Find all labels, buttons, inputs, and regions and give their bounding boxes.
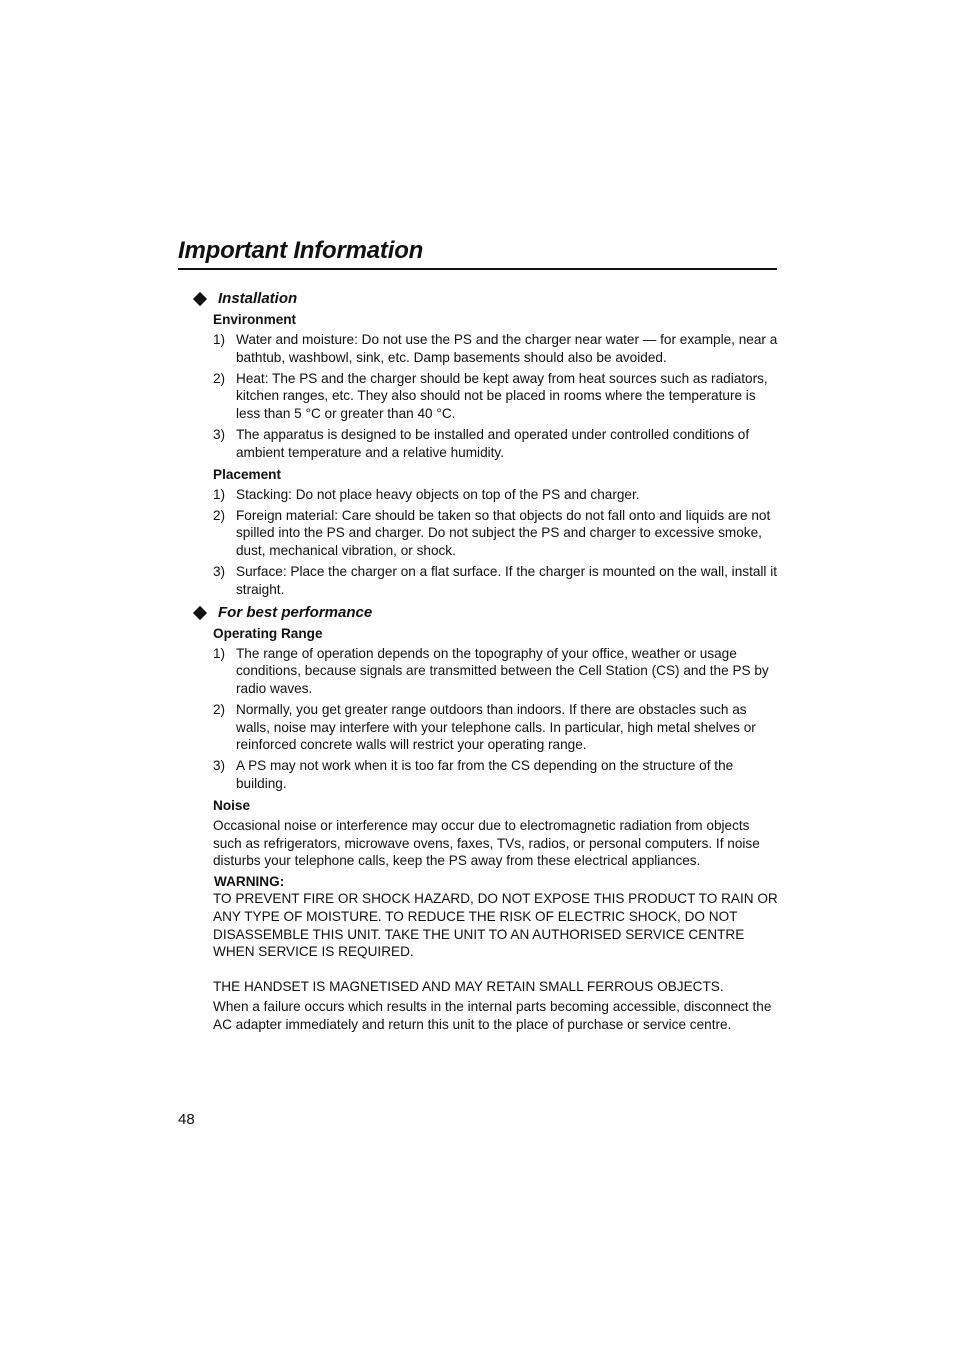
environment-heading: Environment [213,312,297,327]
list-item [213,370,778,423]
performance-heading [178,602,778,624]
list-item [213,757,778,792]
list-item-number: 1) [213,645,226,661]
page-content [178,288,778,1037]
list-item [213,701,778,754]
list-item-text: Water and moisture: Do not use the PS and the charger near water — for example, near a bathtub, washbowl, sink, etc. Damp basements should also be avoided. [236,332,778,365]
list-item-text: Heat: The PS and the charger should be kept away from heat sources such as radiators, kitchen ranges, etc. They also should not be placed in rooms where the temperature is less than 5 °C or greater than 40 °C. [236,370,768,421]
operating-range-list [178,645,778,793]
list-item-number: 3) [213,564,226,580]
diamond-bullet-icon [193,292,207,306]
installation-heading [178,288,778,310]
list-item-text: A PS may not work when it is too far from the CS depending on the structure of the building. [236,758,734,791]
magnet-notice: THE HANDSET IS MAGNETISED AND MAY RETAIN SMALL FERROUS OBJECTS. [213,978,724,994]
installation-heading-text: Installation [218,290,298,308]
environment-list [178,331,778,461]
list-item-number: 1) [213,486,226,502]
list-item-text: The apparatus is designed to be installed and operated under controlled conditions of ambient temperature and a relative humidity. [236,426,750,460]
list-item-text: Stacking: Do not place heavy objects on top of the PS and charger. [236,486,640,502]
list-item-text: Surface: Place the charger on a flat surface. If the charger is mounted on the wall, install it straight. [236,564,778,597]
placement-heading: Placement [213,466,282,482]
diamond-bullet-icon [193,606,207,620]
failure-notice: When a failure occurs which results in the internal parts becoming accessible, disconnect the AC adapter immediately and return this unit to the place of purchase or service centre. [213,999,772,1032]
list-item [213,331,778,366]
operating-range-heading: Operating Range [213,625,323,641]
list-item [213,645,778,698]
noise-heading: Noise [213,797,251,813]
page-title: Important Information [178,236,777,270]
list-item [213,507,778,560]
performance-heading-text: For best performance [218,603,373,621]
list-item-text: Foreign material: Care should be taken so that objects do not fall onto and liquids are not spilled into the PS and charger. Do not subject the PS and charger to excessive smoke, dust, mechanical vibration, or shock. [236,507,771,558]
list-item-number: 3) [213,426,226,442]
list-item-number: 2) [213,507,226,523]
placement-list [178,486,778,599]
list-item-number: 2) [213,370,226,386]
warning-label: WARNING: [214,873,285,889]
list-item-number: 1) [213,332,226,347]
list-item-number: 2) [213,702,226,717]
list-item [213,563,778,598]
page-number: 48 [178,1111,195,1128]
noise-paragraph: Occasional noise or interference may occur due to electromagnetic radiation from objects such as refrigerators, microwave ovens, faxes, TVs, radios, or personal computers. If noise disturbs your telephone calls, keep the PS away from these electrical appliances. [213,817,760,869]
list-item [213,486,778,504]
warning-text: TO PREVENT FIRE OR SHOCK HAZARD, DO NOT EXPOSE THIS PRODUCT TO RAIN OR ANY TYPE OF MOISTURE. TO REDUCE THE RISK OF ELECTRIC SHOCK, DO NOT DISASSEMBLE THIS UNIT. TAKE THE UNIT TO AN AUTHORISED SERVICE CENTRE WHEN SERVICE IS REQUIRED. [213,891,778,960]
list-item-number: 3) [213,758,226,774]
list-item [213,426,778,461]
list-item-text: Normally, you get greater range outdoors than indoors. If there are obstacles such as walls, noise may interfere with your telephone calls. In particular, high metal shelves or reinforced concrete walls will restrict your operating range. [236,702,756,753]
list-item-text: The range of operation depends on the topography of your office, weather or usage conditions, because signals are transmitted between the Cell Station (CS) and the PS by radio waves. [236,645,769,696]
